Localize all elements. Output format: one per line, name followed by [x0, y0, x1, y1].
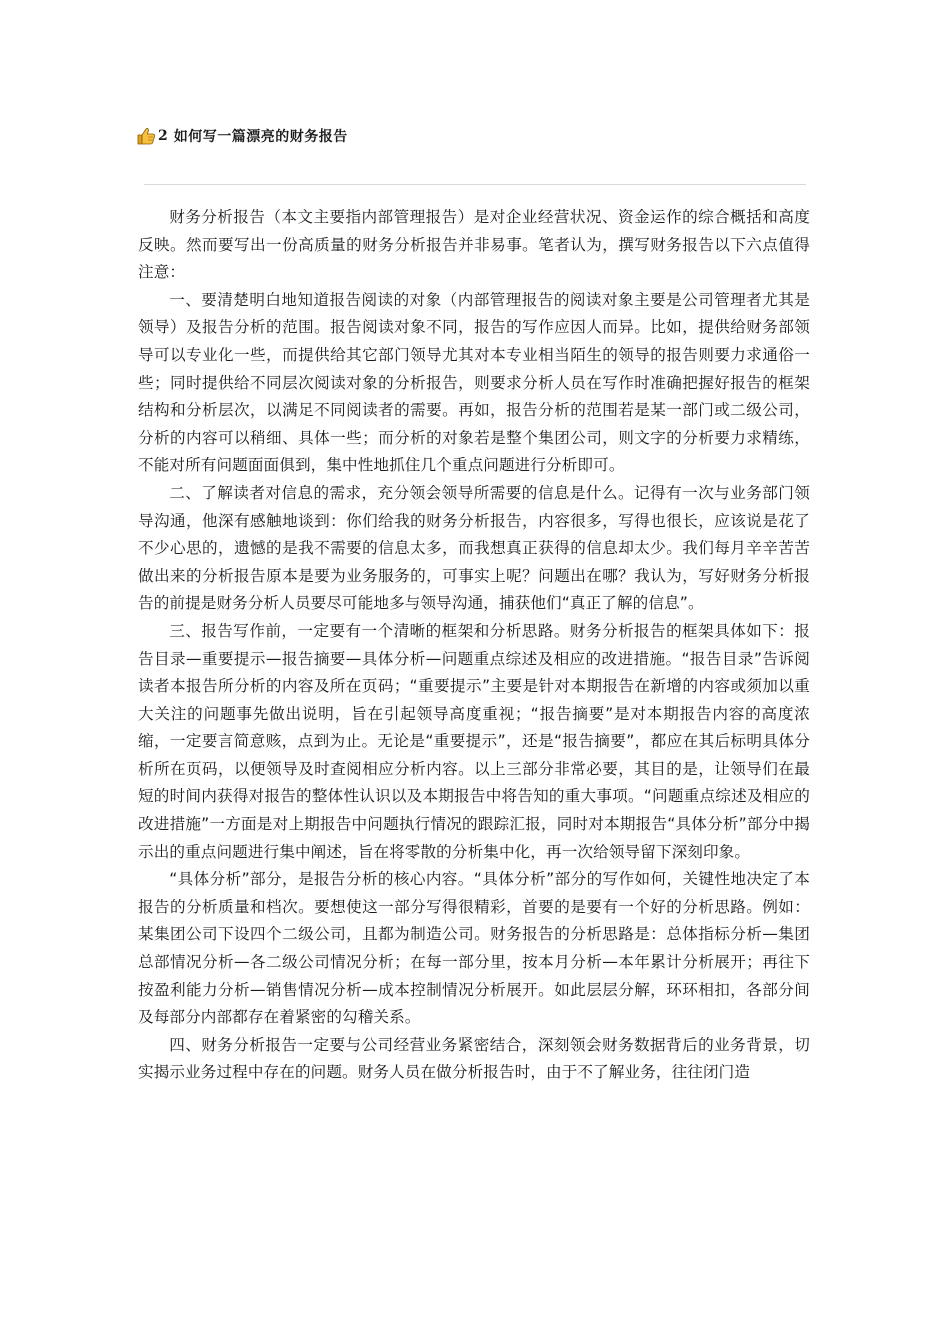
article-heading	[136, 124, 348, 148]
paragraph-point-1: 一、要清楚明白地知道报告阅读的对象（内部管理报告的阅读对象主要是公司管理者尤其是领导）及报告分析的范围。报告阅读对象不同，报告的写作应因人而异。比如，提供给财务部领导可以专业化一些，而提供给其它部门领导尤其对本专业相当陌生的领导的报告则要力求通俗一些；同时提供给不同层次阅读对象的分析报告，则要求分析人员在写作时准确把握好报告的框架结构和分析层次，以满足不同阅读者的需要。再如，报告分析的范围若是某一部门或二级公司，分析的内容可以稍细、具体一些；而分析的对象若是整个集团公司，则文字的分析要力求精练，不能对所有问题面面俱到，集中性地抓住几个重点问题进行分析即可。	[138, 290, 810, 475]
article-body	[138, 204, 810, 1087]
paragraph-intro: 财务分析报告（本文主要指内部管理报告）是对企业经营状况、资金运作的综合概括和高度反映。然而要写出一份高质量的财务分析报告并非易事。笔者认为，撰写财务报告以下六点值得注意：	[138, 208, 810, 282]
article-number: 2	[158, 128, 168, 144]
header-divider	[144, 184, 806, 185]
paragraph-point-3: 三、报告写作前，一定要有一个清晰的框架和分析思路。财务分析报告的框架具体如下：报告目录—重要提示—报告摘要—具体分析—问题重点综述及相应的改进措施。“报告目录”告诉阅读者本报告所分析的内容及所在页码；“重要提示”主要是针对本期报告在新增的内容或须加以重大关注的问题事先做出说明，旨在引起领导高度重视；“报告摘要”是对本期报告内容的高度浓缩，一定要言简意赅，点到为止。无论是“重要提示”，还是“报告摘要”，都应在其后标明具体分析所在页码，以便领导及时查阅相应分析内容。以上三部分非常必要，其目的是，让领导们在最短的时间内获得对报告的整体性认识以及本期报告中将告知的重大事项。“问题重点综述及相应的改进措施”一方面是对上期报告中问题执行情况的跟踪汇报，同时对本期报告“具体分析”部分中揭示出的重点问题进行集中阐述，旨在将零散的分析集中化，再一次给领导留下深刻印象。	[138, 621, 810, 861]
paragraph-point-4: 四、财务分析报告一定要与公司经营业务紧密结合，深刻领会财务数据背后的业务背景，切实揭示业务过程中存在的问题。财务人员在做分析报告时，由于不了解业务，往往闭门造	[138, 1035, 810, 1082]
thumbs-up-icon	[136, 126, 156, 146]
paragraph-specific-analysis: “具体分析”部分，是报告分析的核心内容。“具体分析”部分的写作如何，关键性地决定了本报告的分析质量和档次。要想使这一部分写得很精彩，首要的是要有一个好的分析思路。例如：某集团公司下设四个二级公司，且都为制造公司。财务报告的分析思路是：总体指标分析—集团总部情况分析—各二级公司情况分析；在每一部分里，按本月分析—本年累计分析展开；再往下按盈利能力分析—销售情况分析—成本控制情况分析展开。如此层层分解，环环相扣，各部分间及每部分内部都存在着紧密的勾稽关系。	[138, 870, 810, 1027]
article-title: 如何写一篇漂亮的财务报告	[173, 129, 348, 145]
paragraph-point-2: 二、了解读者对信息的需求，充分领会领导所需要的信息是什么。记得有一次与业务部门领导沟通，他深有感触地谈到：你们给我的财务分析报告，内容很多，写得也很长，应该说是花了不少心思的，遗憾的是我不需要的信息太多，而我想真正获得的信息却太少。我们每月辛辛苦苦做出来的分析报告原本是要为业务服务的，可事实上呢？问题出在哪？我认为，写好财务分析报告的前提是财务分析人员要尽可能地多与领导沟通，捕获他们“真正了解的信息”。	[138, 483, 810, 613]
